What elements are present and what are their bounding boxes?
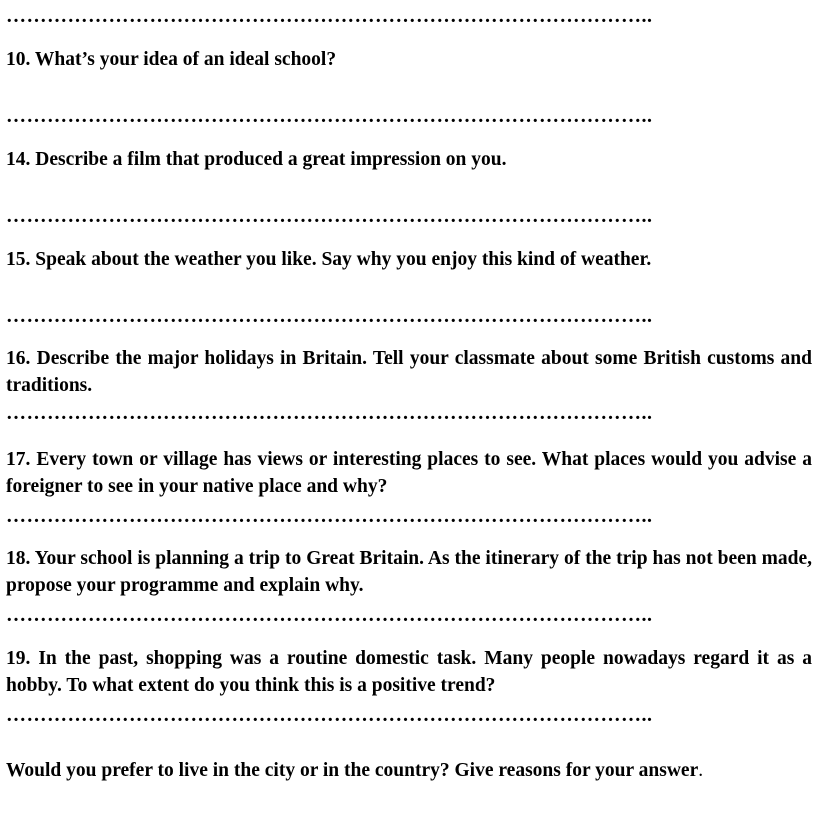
final-question: [6, 755, 812, 787]
answer-line: …………………………………………………………………………………..: [6, 604, 653, 626]
question-text: What’s your idea of an ideal school?: [34, 49, 337, 70]
question-text: Describe a film that produced a great impression on you.: [35, 149, 507, 170]
question-text: Every town or village has views or interesting places to see. What places would you advise a foreigner to see in your native place and why?: [6, 449, 812, 497]
question-15: [6, 246, 812, 273]
answer-line: …………………………………………………………………………………..: [6, 305, 653, 327]
question-16: [6, 345, 812, 399]
question-text: Speak about the weather you like. Say why you enjoy this kind of weather.: [35, 249, 652, 270]
question-17: [6, 446, 812, 500]
question-number: 18.: [6, 548, 35, 569]
question-number: 10.: [6, 49, 35, 70]
answer-line: …………………………………………………………………………………..: [6, 704, 653, 726]
question-10: [6, 46, 812, 73]
question-text: In the past, shopping was a routine domestic task. Many people nowadays regard it as a hobby. To what extent do you think this is a positive trend?: [6, 648, 812, 696]
question-text: Describe the major holidays in Britain. Tell your classmate about some British customs and traditions.: [6, 348, 812, 396]
final-question-text: Would you prefer to live in the city or in the country? Give reasons for your answer: [6, 760, 699, 781]
question-18: [6, 545, 812, 599]
question-number: 15.: [6, 249, 36, 270]
answer-line: …………………………………………………………………………………..: [6, 205, 653, 227]
question-number: 14.: [6, 149, 36, 170]
question-number: 19.: [6, 648, 39, 669]
question-text: Your school is planning a trip to Great Britain. As the itinerary of the trip has not been made, propose your programme and explain why.: [6, 548, 812, 596]
answer-line: …………………………………………………………………………………..: [6, 105, 653, 127]
question-19: [6, 645, 812, 699]
question-14: [6, 146, 812, 173]
answer-line: …………………………………………………………………………………..: [6, 505, 653, 527]
question-number: 16.: [6, 348, 37, 369]
answer-line: …………………………………………………………………………………..: [6, 402, 653, 424]
final-question-period: .: [698, 760, 704, 781]
question-number: 17.: [6, 449, 37, 470]
answer-line: …………………………………………………………………………………..: [6, 5, 653, 27]
